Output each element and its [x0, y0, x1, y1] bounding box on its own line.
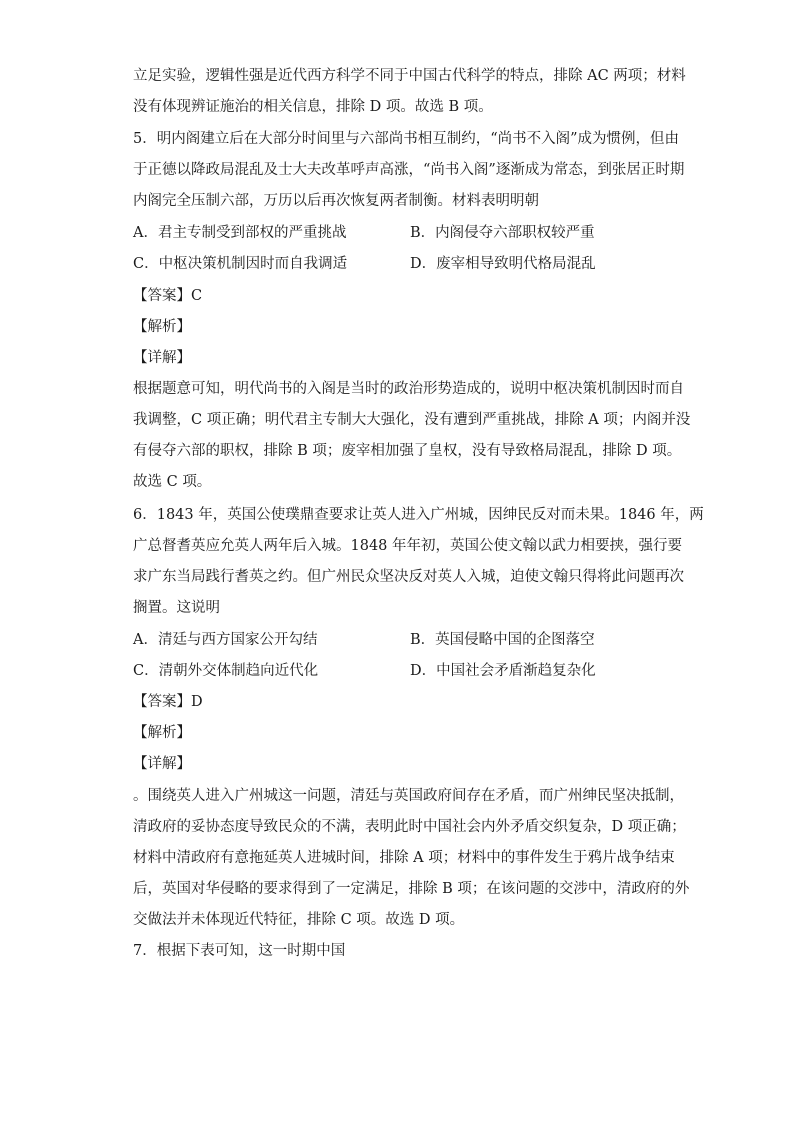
q6-detail-label: 【详解】: [133, 756, 191, 772]
q5-stem-line-2: 于正德以降政局混乱及士大夫改革呼声高涨，“尚书入阁”逐渐成为常态，到张居正时期: [133, 162, 685, 178]
q5-detail-line-4: 故选 C 项。: [133, 474, 212, 490]
q6-stem-line-1: 6．1843 年，英国公使璞鼎查要求让英人进入广州城，因绅民反对而未果。1846 年，两: [133, 507, 704, 523]
q6-detail-line-5: 交做法并未体现近代特征，排除 C 项。故选 D 项。: [133, 912, 465, 928]
q5-option-a: A．君主专制受到部权的严重挑战: [133, 225, 347, 241]
q6-option-a: A．清廷与西方国家公开勾结: [133, 632, 318, 648]
q6-detail-line-2: 清政府的妥协态度导致民众的不满，表明此时中国社会内外矛盾交织复杂，D 项正确；: [133, 819, 686, 835]
q5-stem-line-3: 内阁完全压制六部，万历以后再次恢复两者制衡。材料表明明朝: [133, 193, 539, 209]
q6-detail-line-1: 。围绕英人进入广州城这一问题，清廷与英国政府间存在矛盾，而广州绅民坚决抵制，: [133, 788, 684, 804]
q5-option-d: D．废宰相导致明代格局混乱: [410, 256, 596, 272]
q6-answer: 【答案】D: [133, 694, 203, 710]
q6-option-d: D．中国社会矛盾渐趋复杂化: [410, 663, 596, 679]
q6-analysis-label: 【解析】: [133, 725, 191, 741]
intro-line-2: 没有体现辨证施治的相关信息，排除 D 项。故选 B 项。: [133, 99, 493, 115]
q6-detail-line-3: 材料中清政府有意拖延英人进城时间，排除 A 项；材料中的事件发生于鸦片战争结束: [133, 850, 675, 866]
q6-stem-line-4: 搁置。这说明: [133, 600, 220, 616]
q5-detail-line-1: 根据题意可知，明代尚书的入阁是当时的政治形势造成的，说明中枢决策机制因时而自: [133, 381, 684, 397]
q6-detail-line-4: 后，英国对华侵略的要求得到了一定满足，排除 B 项；在该问题的交涉中，清政府的外: [133, 881, 690, 897]
q5-detail-line-3: 有侵夺六部的职权，排除 B 项；废宰相加强了皇权，没有导致格局混乱，排除 D 项。: [133, 443, 682, 459]
q5-detail-label: 【详解】: [133, 350, 191, 366]
q5-stem-line-1: 5．明内阁建立后在大部分时间里与六部尚书相互制约，“尚书不入阁”成为惯例，但由: [133, 131, 680, 147]
q5-detail-line-2: 我调整，C 项正确；明代君主专制大大强化，没有遭到严重挑战，排除 A 项；内阁并没: [133, 412, 691, 428]
q5-analysis-label: 【解析】: [133, 319, 191, 335]
q5-answer: 【答案】C: [133, 288, 203, 304]
q5-option-b: B．内阁侵夺六部职权较严重: [410, 225, 595, 241]
q6-option-b: B．英国侵略中国的企图落空: [410, 632, 595, 648]
q6-stem-line-3: 求广东当局践行耆英之约。但广州民众坚决反对英人入城，迫使文翰只得将此问题再次: [133, 569, 684, 585]
q6-stem-line-2: 广总督耆英应允英人两年后入城。1848 年年初，英国公使文翰以武力相要挟，强行要: [133, 538, 683, 554]
q7-stem: 7．根据下表可知，这一时期中国: [133, 943, 346, 959]
intro-line-1: 立足实验，逻辑性强是近代西方科学不同于中国古代科学的特点，排除 AC 两项；材料: [133, 68, 686, 84]
q5-option-c: C．中枢决策机制因时而自我调适: [133, 256, 348, 272]
q6-option-c: C．清朝外交体制趋向近代化: [133, 663, 319, 679]
